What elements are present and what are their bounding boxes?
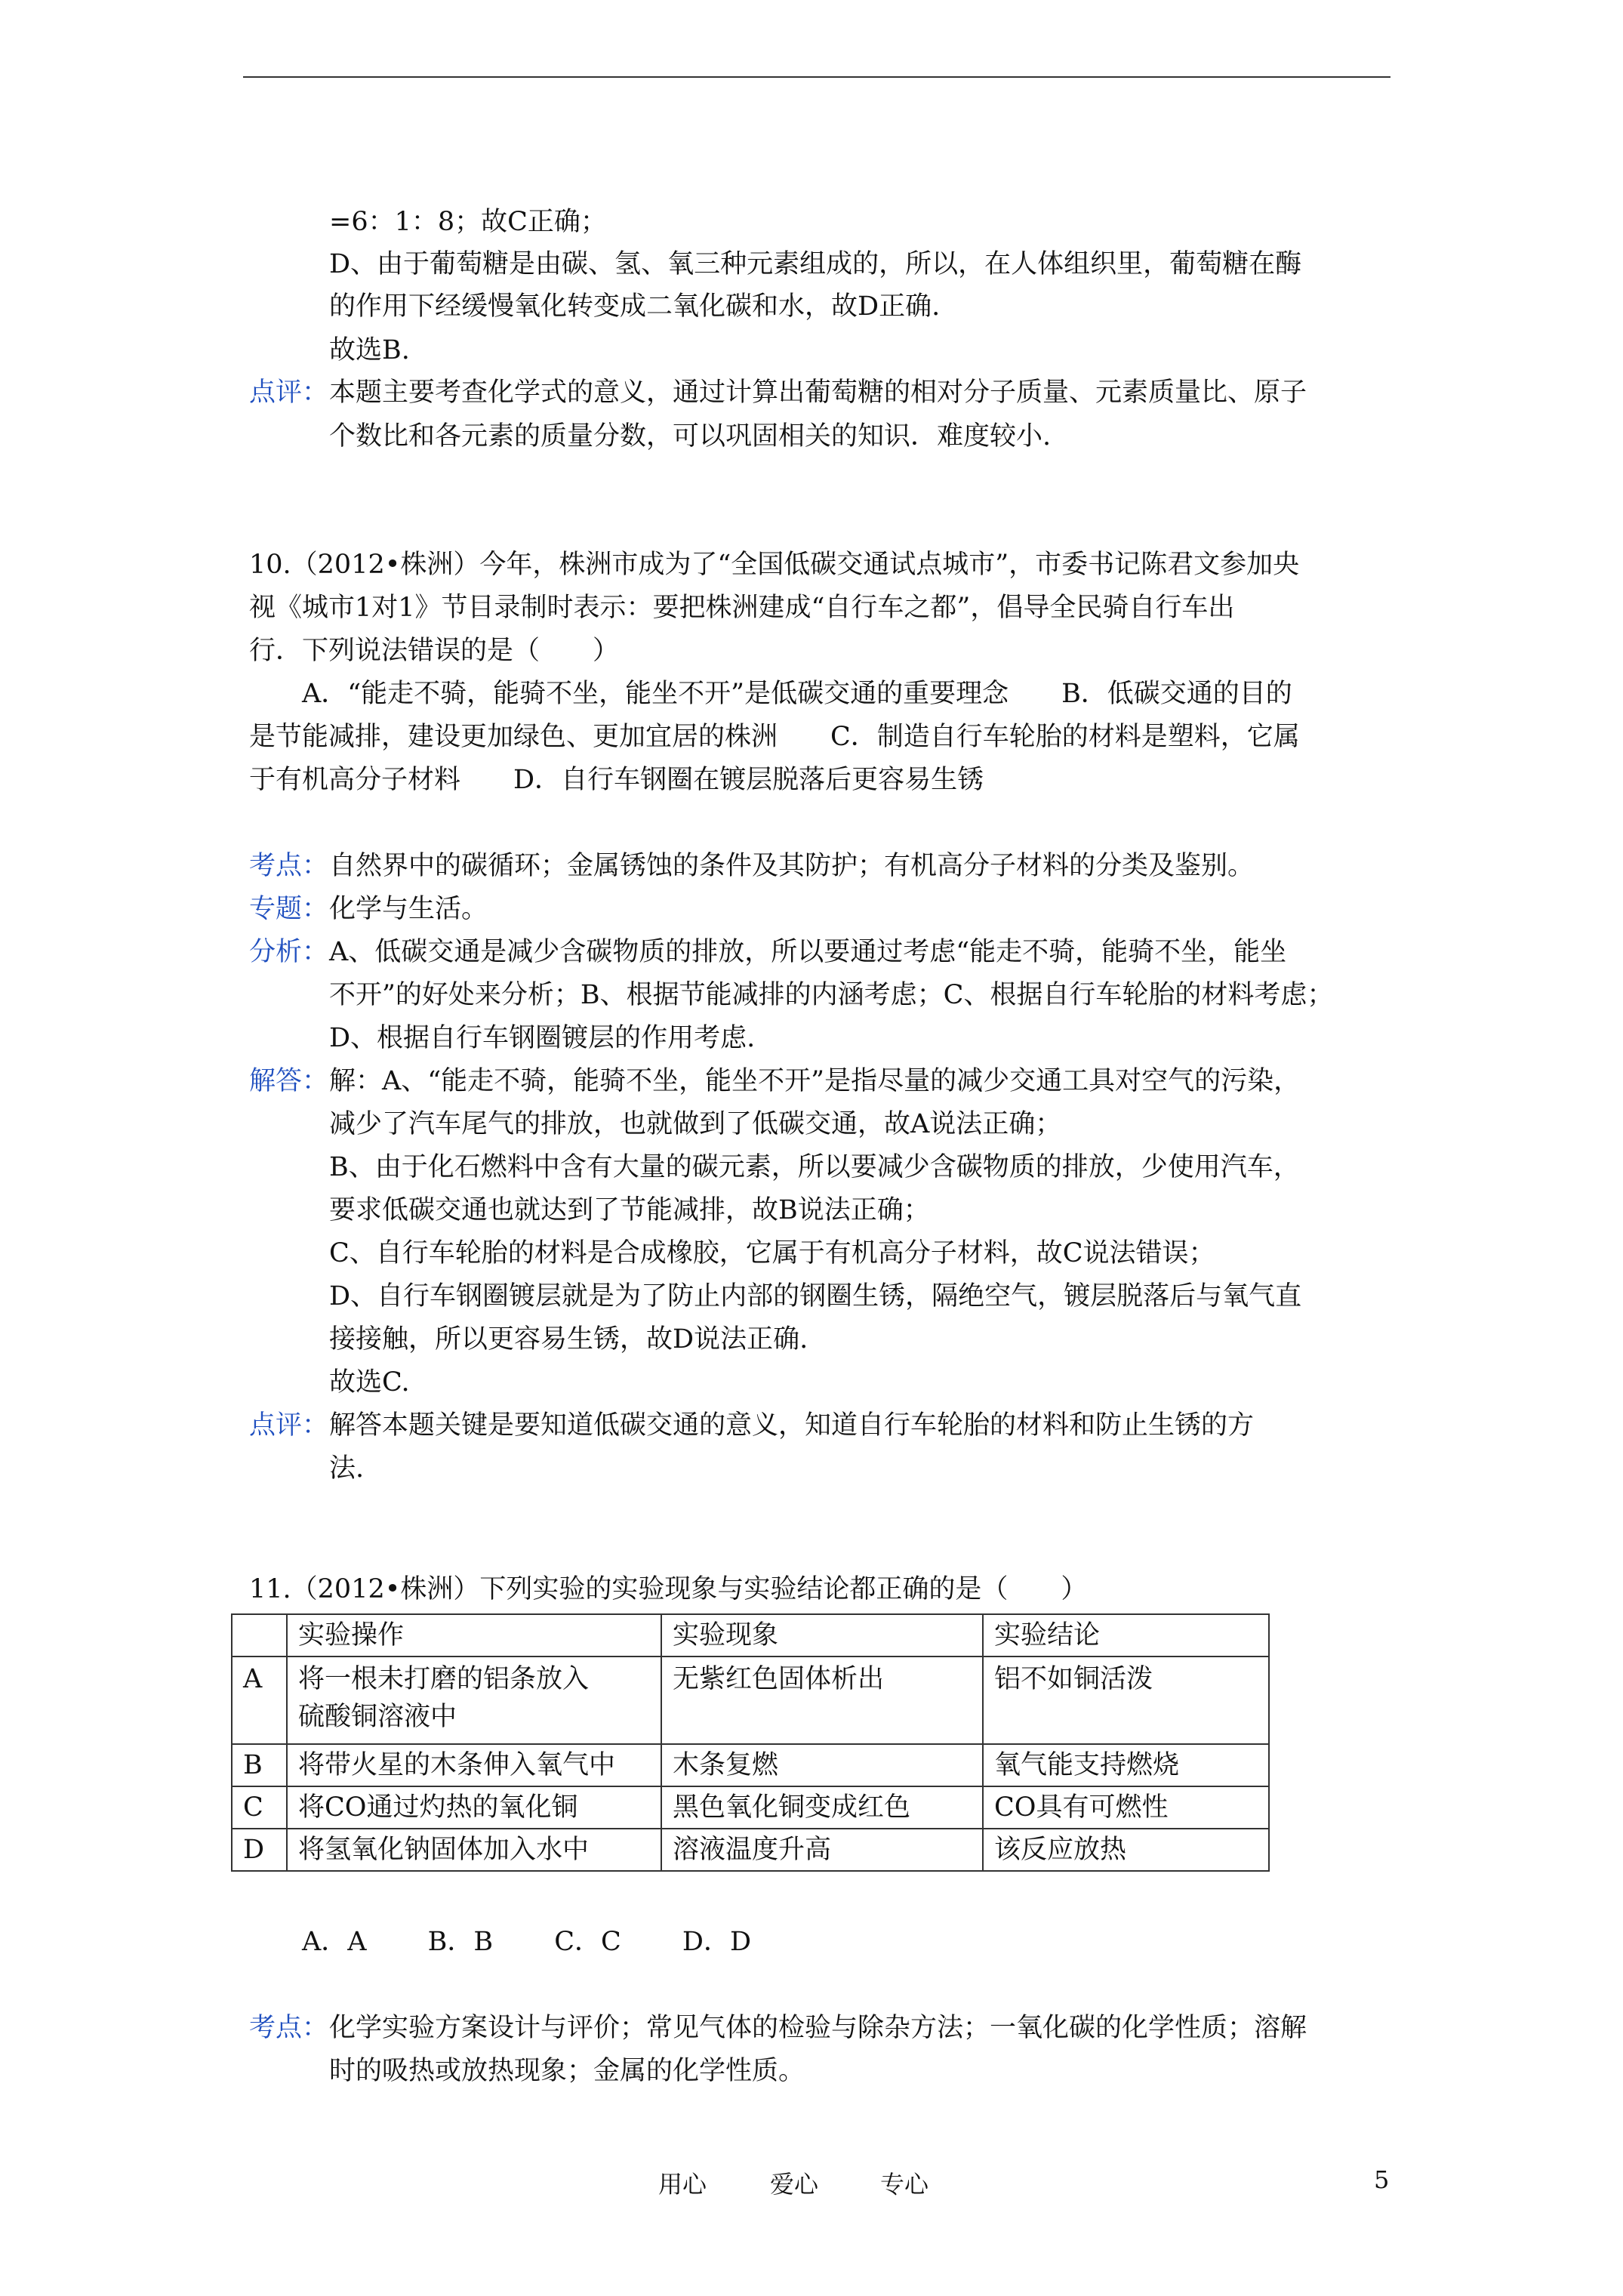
kaodian-line: 化学实验方案设计与评价；常见气体的检验与除杂方法；一氧化碳的化学性质；溶解 (329, 2013, 1307, 2043)
zhuanti-label: 专题： (249, 894, 329, 924)
text-line: 的作用下经缓慢氧化转变成二氧化碳和水，故D正确. (329, 291, 941, 322)
option-line: A．“能走不骑，能骑不坐，能坐不开”是低碳交通的重要理念 B．低碳交通的目的 (302, 679, 1292, 709)
cell-line: 将一根未打磨的铝条放入 (298, 1664, 590, 1694)
table-cell: 溶液温度升高 (661, 1829, 983, 1871)
jieda-line: 解：A、“能走不骑，能骑不坐，能坐不开”是指尽量的减少交通工具对空气的污染， (329, 1066, 1301, 1096)
table-header-cell (232, 1614, 287, 1657)
fenxi-line: 不开”的好处来分析；B、根据节能减排的内涵考虑；C、根据自行车轮胎的材料考虑； (329, 980, 1334, 1010)
question-stem: 11.（2012•株洲）下列实验的实验现象与实验结论都正确的是（ ） (249, 1574, 1088, 1604)
table-row (232, 1744, 1269, 1786)
jieda-line: C、自行车轮胎的材料是合成橡胶，它属于有机高分子材料，故C说法错误； (329, 1238, 1215, 1268)
dianping-label: 点评： (249, 1410, 329, 1441)
table-cell: 铝不如铜活泼 (983, 1657, 1269, 1744)
review-label: 点评： (249, 378, 329, 408)
table-header-cell: 实验现象 (661, 1614, 983, 1657)
header-rule (243, 76, 1390, 78)
kaodian-line: 时的吸热或放热现象；金属的化学性质。 (329, 2056, 805, 2086)
text-line: D、由于葡萄糖是由碳、氢、氧三种元素组成的，所以，在人体组织里，葡萄糖在酶 (329, 249, 1302, 279)
fenxi-line: D、根据自行车钢圈镀层的作用考虑. (329, 1023, 756, 1053)
experiment-table (231, 1613, 1270, 1872)
table-row (232, 1786, 1269, 1829)
kaodian-text: 自然界中的碳循环；金属锈蚀的条件及其防护；有机高分子材料的分类及鉴别。 (329, 851, 1255, 881)
table-row (232, 1829, 1269, 1871)
text-line: 本题主要考查化学式的意义，通过计算出葡萄糖的相对分子质量、元素质量比、原子 (329, 378, 1307, 408)
table-cell: CO具有可燃性 (983, 1786, 1269, 1829)
zhuanti-text: 化学与生活。 (329, 894, 488, 924)
question-stem: 视《城市1对1》节目录制时表示：要把株洲建成“自行车之都”，倡导全民骑自行车出 (249, 593, 1235, 623)
jieda-label: 解答： (249, 1066, 329, 1096)
page-number: 5 (1374, 2165, 1390, 2194)
question-stem: 行．下列说法错误的是（ ） (249, 636, 620, 666)
table-cell: C (232, 1786, 287, 1829)
text-line: 故选B. (329, 335, 410, 365)
jieda-line: D、自行车钢圈镀层就是为了防止内部的钢圈生锈，隔绝空气，镀层脱落后与氧气直 (329, 1281, 1302, 1311)
text-line: 个数比和各元素的质量分数，可以巩固相关的知识．难度较小. (329, 421, 1052, 451)
answer-options: A．A B．B C．C D．D (302, 1927, 752, 1957)
table-cell: A (232, 1657, 287, 1744)
jieda-line: 要求低碳交通也就达到了节能减排，故B说法正确； (329, 1195, 930, 1225)
table-cell: 无紫红色固体析出 (661, 1657, 983, 1744)
table-cell: D (232, 1829, 287, 1871)
table-header-row (232, 1614, 1269, 1657)
fenxi-label: 分析： (249, 937, 329, 967)
footer-left: 用心 (658, 2170, 707, 2199)
dianping-line: 法. (329, 1453, 365, 1484)
jieda-line: 接接触，所以更容易生锈，故D说法正确. (329, 1324, 808, 1354)
cell-line: 硫酸铜溶液中 (298, 1702, 457, 1732)
table-cell: 将氢氧化钠固体加入水中 (287, 1829, 661, 1871)
footer-right: 专心 (880, 2170, 929, 2199)
table-row (232, 1657, 1269, 1744)
footer-middle: 爱心 (770, 2170, 819, 2199)
kaodian-label: 考点： (249, 2013, 329, 2043)
table-cell: 该反应放热 (983, 1829, 1269, 1871)
table-cell: 黑色氧化铜变成红色 (661, 1786, 983, 1829)
dianping-line: 解答本题关键是要知道低碳交通的意义，知道自行车轮胎的材料和防止生锈的方 (329, 1410, 1255, 1441)
table-cell-multiline (287, 1657, 661, 1744)
text-line: =6：1：8；故C正确； (329, 207, 607, 237)
option-line: 是节能减排，建设更加绿色、更加宜居的株洲 C．制造自行车轮胎的材料是塑料，它属 (249, 722, 1300, 752)
table-header-cell: 实验操作 (287, 1614, 661, 1657)
option-line: 于有机高分子材料 D．自行车钢圈在镀层脱落后更容易生锈 (249, 765, 984, 795)
table-cell: 将CO通过灼热的氧化铜 (287, 1786, 661, 1829)
table-header-cell: 实验结论 (983, 1614, 1269, 1657)
table-cell: 将带火星的木条伸入氧气中 (287, 1744, 661, 1786)
table-cell: 木条复燃 (661, 1744, 983, 1786)
jieda-line: 减少了汽车尾气的排放，也就做到了低碳交通，故A说法正确； (329, 1109, 1062, 1139)
fenxi-line: A、低碳交通是减少含碳物质的排放，所以要通过考虑“能走不骑，能骑不坐，能坐 (329, 937, 1287, 967)
jieda-line: B、由于化石燃料中含有大量的碳元素，所以要减少含碳物质的排放，少使用汽车， (329, 1152, 1300, 1182)
table-cell: B (232, 1744, 287, 1786)
question-stem: 10.（2012•株洲）今年，株洲市成为了“全国低碳交通试点城市”，市委书记陈君文参加央 (249, 550, 1300, 580)
jieda-line: 故选C. (329, 1367, 410, 1398)
kaodian-label: 考点： (249, 851, 329, 881)
table-cell: 氧气能支持燃烧 (983, 1744, 1269, 1786)
